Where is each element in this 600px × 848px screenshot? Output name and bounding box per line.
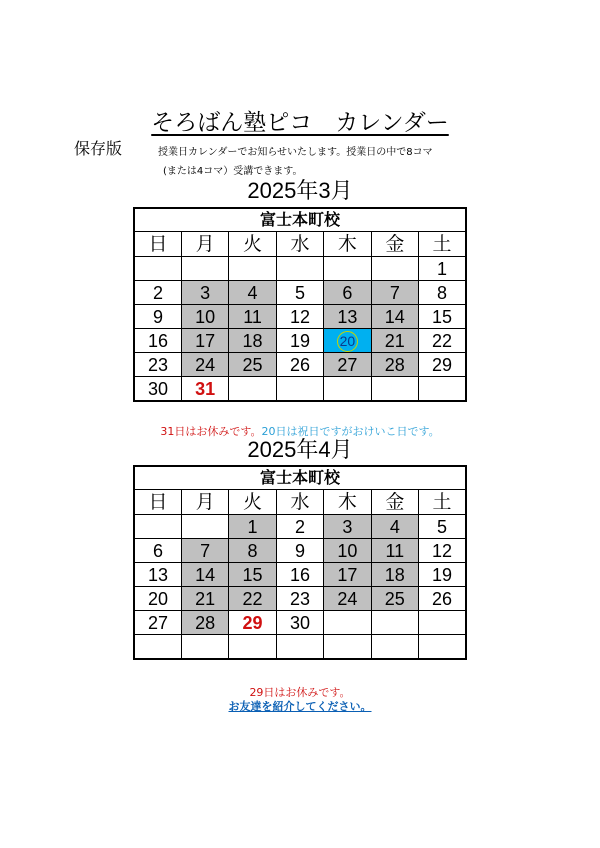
empty-cell xyxy=(229,257,276,281)
day-cell: 12 xyxy=(276,305,323,329)
day-cell: 6 xyxy=(324,281,371,305)
empty-cell xyxy=(419,635,466,660)
day-cell: 22 xyxy=(419,329,466,353)
day-cell: 31 xyxy=(181,377,228,402)
day-cell: 3 xyxy=(324,515,371,539)
week-row xyxy=(134,635,466,660)
empty-cell xyxy=(229,377,276,402)
weekday-header: 金 xyxy=(371,490,418,515)
day-cell: 29 xyxy=(229,611,276,635)
day-cell: 23 xyxy=(134,353,181,377)
day-cell: 19 xyxy=(419,563,466,587)
day-cell: 9 xyxy=(134,305,181,329)
day-cell: 21 xyxy=(371,329,418,353)
weekday-header: 土 xyxy=(419,490,466,515)
calendar-april xyxy=(133,465,467,660)
day-cell: 22 xyxy=(229,587,276,611)
week-row xyxy=(134,353,466,377)
day-cell: 2 xyxy=(276,515,323,539)
day-cell: 24 xyxy=(181,353,228,377)
day-cell: 30 xyxy=(276,611,323,635)
empty-cell xyxy=(324,377,371,402)
day-cell: 15 xyxy=(419,305,466,329)
empty-cell xyxy=(324,257,371,281)
week-row xyxy=(134,377,466,402)
day-cell: 27 xyxy=(134,611,181,635)
month-title-april: 2025年4月 xyxy=(247,437,353,462)
day-cell: 20 xyxy=(134,587,181,611)
empty-cell xyxy=(181,635,228,660)
april-note: 29日はお休みです。 xyxy=(249,686,351,699)
empty-cell xyxy=(419,377,466,402)
week-row xyxy=(134,515,466,539)
day-cell: 4 xyxy=(371,515,418,539)
holiday-lesson-day: 20 xyxy=(337,331,358,352)
empty-cell xyxy=(276,257,323,281)
weekday-header: 日 xyxy=(134,232,181,257)
week-row xyxy=(134,611,466,635)
day-cell: 19 xyxy=(276,329,323,353)
empty-cell xyxy=(181,257,228,281)
week-row xyxy=(134,257,466,281)
weekday-header: 木 xyxy=(324,232,371,257)
empty-cell xyxy=(181,515,228,539)
empty-cell xyxy=(371,257,418,281)
day-cell: 4 xyxy=(229,281,276,305)
day-cell: 8 xyxy=(229,539,276,563)
day-cell: 18 xyxy=(371,563,418,587)
day-cell: 7 xyxy=(181,539,228,563)
day-cell: 23 xyxy=(276,587,323,611)
empty-cell xyxy=(134,635,181,660)
day-cell: 27 xyxy=(324,353,371,377)
day-cell xyxy=(324,329,371,353)
march-note-holiday: 20日は祝日ですがおけいこ日です。 xyxy=(261,425,440,438)
empty-cell xyxy=(324,611,371,635)
weekday-header: 火 xyxy=(229,232,276,257)
day-cell: 25 xyxy=(229,353,276,377)
weekday-header: 金 xyxy=(371,232,418,257)
day-cell: 1 xyxy=(229,515,276,539)
day-cell: 7 xyxy=(371,281,418,305)
school-name: 富士本町校 xyxy=(134,208,466,232)
day-cell: 5 xyxy=(276,281,323,305)
day-cell: 25 xyxy=(371,587,418,611)
day-cell: 29 xyxy=(419,353,466,377)
day-cell: 26 xyxy=(419,587,466,611)
intro-note-line1: 授業日カレンダーでお知らせいたします。授業日の中で8コマ xyxy=(158,147,433,158)
empty-cell xyxy=(371,635,418,660)
day-cell: 6 xyxy=(134,539,181,563)
day-cell: 11 xyxy=(371,539,418,563)
empty-cell xyxy=(276,377,323,402)
empty-cell xyxy=(371,377,418,402)
week-row xyxy=(134,281,466,305)
day-cell: 28 xyxy=(371,353,418,377)
week-row xyxy=(134,305,466,329)
day-cell: 17 xyxy=(181,329,228,353)
day-cell: 24 xyxy=(324,587,371,611)
empty-cell xyxy=(324,635,371,660)
page-title: そろばん塾ピコ カレンダー xyxy=(151,110,449,136)
day-cell: 9 xyxy=(276,539,323,563)
weekday-header: 土 xyxy=(419,232,466,257)
march-note-closed: 31日はお休みです。 xyxy=(160,425,262,438)
month-title-march: 2025年3月 xyxy=(247,178,353,203)
invite-link[interactable]: お友達を紹介してください。 xyxy=(228,700,372,713)
day-cell: 16 xyxy=(276,563,323,587)
empty-cell xyxy=(134,257,181,281)
empty-cell xyxy=(229,635,276,660)
day-cell: 11 xyxy=(229,305,276,329)
empty-cell xyxy=(134,515,181,539)
intro-note-line2: (または4コマ）受講できます。 xyxy=(163,166,303,177)
empty-cell xyxy=(276,635,323,660)
day-cell: 18 xyxy=(229,329,276,353)
day-cell: 28 xyxy=(181,611,228,635)
empty-cell xyxy=(371,611,418,635)
day-cell: 1 xyxy=(419,257,466,281)
day-cell: 13 xyxy=(324,305,371,329)
day-cell: 14 xyxy=(181,563,228,587)
day-cell: 8 xyxy=(419,281,466,305)
day-cell: 2 xyxy=(134,281,181,305)
day-cell: 12 xyxy=(419,539,466,563)
weekday-header: 水 xyxy=(276,232,323,257)
weekday-header: 水 xyxy=(276,490,323,515)
day-cell: 17 xyxy=(324,563,371,587)
weekday-header: 日 xyxy=(134,490,181,515)
school-name: 富士本町校 xyxy=(134,466,466,490)
calendar-march xyxy=(133,207,467,402)
weekday-header: 火 xyxy=(229,490,276,515)
keep-label: 保存版 xyxy=(74,139,123,158)
day-cell: 16 xyxy=(134,329,181,353)
week-row xyxy=(134,329,466,353)
day-cell: 30 xyxy=(134,377,181,402)
weekday-header: 月 xyxy=(181,490,228,515)
empty-cell xyxy=(419,611,466,635)
day-cell: 15 xyxy=(229,563,276,587)
weekday-header: 木 xyxy=(324,490,371,515)
day-cell: 13 xyxy=(134,563,181,587)
week-row xyxy=(134,587,466,611)
day-cell: 10 xyxy=(181,305,228,329)
week-row xyxy=(134,563,466,587)
weekday-header: 月 xyxy=(181,232,228,257)
day-cell: 26 xyxy=(276,353,323,377)
day-cell: 21 xyxy=(181,587,228,611)
week-row xyxy=(134,539,466,563)
day-cell: 10 xyxy=(324,539,371,563)
day-cell: 14 xyxy=(371,305,418,329)
day-cell: 5 xyxy=(419,515,466,539)
day-cell: 3 xyxy=(181,281,228,305)
